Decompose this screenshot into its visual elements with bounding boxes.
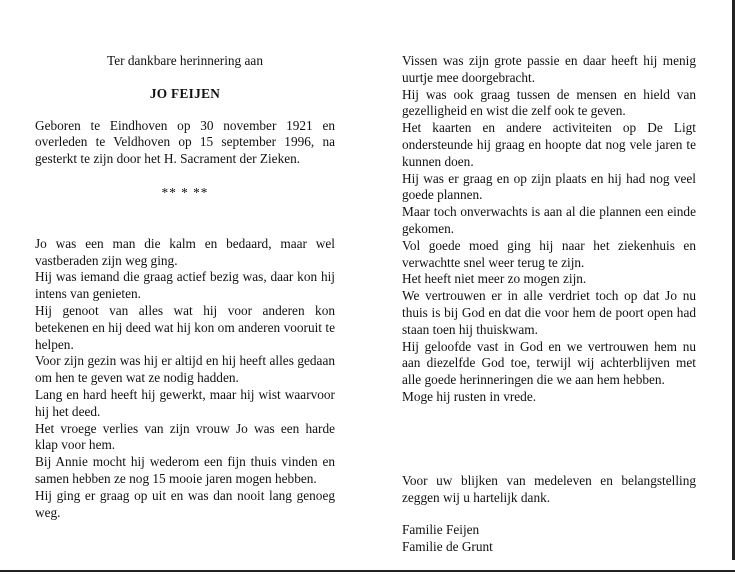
left-paragraph: Het vroege verlies van zijn vrouw Jo was een harde klap voor hem. [35, 420, 335, 453]
right-paragraph: Het kaarten en andere activiteiten op De Ligt ondersteunde hij graag en hoopte dat nog vele jaren te kunnen doen. [402, 120, 696, 169]
right-paragraph: Het heeft niet meer zo mogen zijn. [402, 271, 587, 287]
left-column [35, 53, 335, 521]
right-paragraph: Moge hij rusten in vrede. [402, 388, 537, 404]
card-bottom-edge [0, 570, 735, 572]
thanks-text: Voor uw blijken van medeleven en belangstelling zeggen wij u hartelijk dank. [402, 472, 696, 505]
signature-family-feijen: Familie Feijen [402, 522, 480, 538]
left-paragraph: Hij ging er graag op uit en was dan nooit lang genoeg weg. [35, 487, 335, 520]
left-paragraph: Bij Annie mocht hij wederom een fijn thuis vinden en samen hebben ze nog 15 mooie jaren mogen hebben. [35, 454, 335, 486]
left-paragraph: Hij genoot van alles wat hij voor anderen kon betekenen en hij deed wat hij kon om anderen vooruit te helpen. [35, 302, 335, 352]
right-column [402, 53, 696, 556]
left-paragraph: Hij was iemand die graag actief bezig was, daar kon hij intens van genieten. [35, 269, 335, 302]
signature-family-de-grunt: Familie de Grunt [402, 539, 493, 555]
right-paragraph: Hij geloofde vast in God en we vertrouwen hem nu aan diezelfde God toe, terwijl wij achterblijven met alle goede herinneringen die we aan hem hebben. [402, 338, 696, 388]
right-paragraph: Hij was er graag en op zijn plaats en hij had nog veel goede plannen. [402, 170, 696, 203]
left-paragraph: Jo was een man die kalm en bedaard, maar wel vastberaden zijn weg ging. [35, 235, 335, 268]
right-paragraph: Maar toch onverwachts is aan al die plannen een einde gekomen. [402, 204, 696, 236]
deceased-name: JO FEIJEN [149, 85, 221, 101]
left-paragraph: Lang en hard heeft hij gewerkt, maar hij wist waarvoor hij het deed. [35, 386, 335, 419]
dedication-heading: Ter dankbare herinnering aan [107, 53, 263, 68]
right-paragraph: We vertrouwen er in alle verdriet toch op dat Jo nu thuis is bij God en dat die voor hem de poort open had staan toen hij thuiskwam. [402, 288, 696, 337]
right-paragraph: Vol goede moed ging hij naar het ziekenhuis en verwachtte snel weer terug te zijn. [402, 237, 696, 270]
right-paragraph: Vissen was zijn grote passie en daar heeft hij menig uurtje mee doorgebracht. [402, 53, 696, 85]
left-paragraph: Voor zijn gezin was hij er altijd en hij heeft alles gedaan om hen te geven wat ze nodig hadden. [35, 353, 335, 386]
separator-stars: ** * ** [161, 184, 209, 200]
right-paragraph: Hij was ook graag tussen de mensen en hield van gezelligheid en wist die zelf ook te geven. [402, 86, 696, 119]
birth-death-info: Geboren te Eindhoven op 30 november 1921 en overleden te Veldhoven op 15 september 1996, na gesterkt te zijn door het H. Sacrament der Zieken. [35, 117, 335, 167]
